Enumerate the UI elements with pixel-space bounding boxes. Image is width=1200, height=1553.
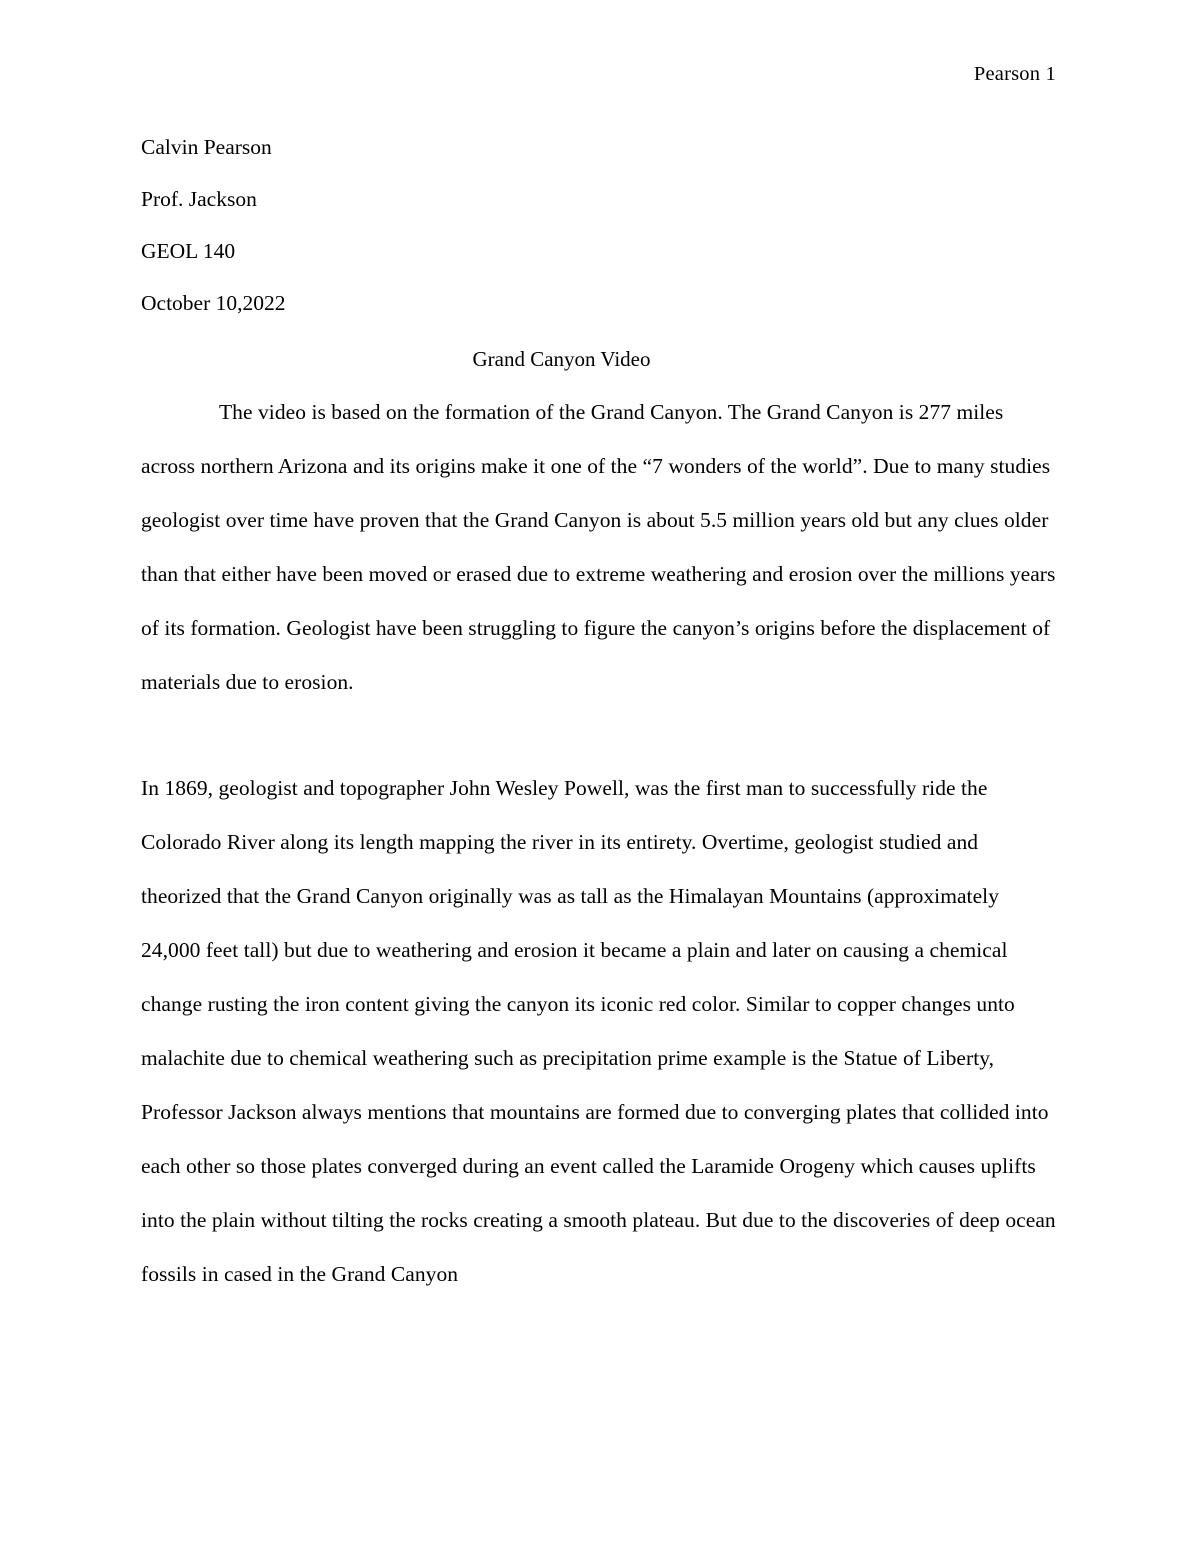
- due-date: October 10,2022: [141, 290, 286, 315]
- course-name: GEOL 140: [141, 238, 236, 263]
- running-head: Pearson 1: [973, 63, 1056, 85]
- mla-heading-block: [141, 121, 1062, 329]
- paragraph-2: In 1869, geologist and topographer John Wesley Powell, was the first man to successfully ride the Colorado River along its length mapping the river in its entirety. Overtime, geologist studied and theorized that the Grand Canyon originally was as tall as the Himalayan Mountains (approximately 24,000 feet tall) but due to weathering and erosion it became a plain and later on causing a chemical change rusting the iron content giving the canyon its iconic red color. Similar to copper changes unto malachite due to chemical weathering such as precipitation prime example is the Statue of Liberty, Professor Jackson always mentions that mountains are formed due to converging plates that collided into each other so those plates converged during an event called the Laramide Orogeny which causes uplifts into the plain without tilting the rocks creating a smooth plateau. But due to the discoveries of deep ocean fossils in cased in the Grand Canyon: [141, 775, 1056, 1286]
- author-name: Calvin Pearson: [141, 134, 272, 159]
- paragraph-1: The video is based on the formation of the Grand Canyon. The Grand Canyon is 277 miles across northern Arizona and its origins make it one of the “7 wonders of the world”. Due to many studies geologist over time have proven that the Grand Canyon is about 5.5 million years old but any clues older than that either have been moved or erased due to extreme weathering and erosion over the millions years of its formation. Geologist have been struggling to figure the canyon’s origins before the displacement of materials due to erosion.: [141, 399, 1056, 694]
- page-title: Grand Canyon Video: [472, 346, 651, 371]
- paragraph-spacer: [141, 709, 1062, 761]
- instructor-name: Prof. Jackson: [141, 186, 257, 211]
